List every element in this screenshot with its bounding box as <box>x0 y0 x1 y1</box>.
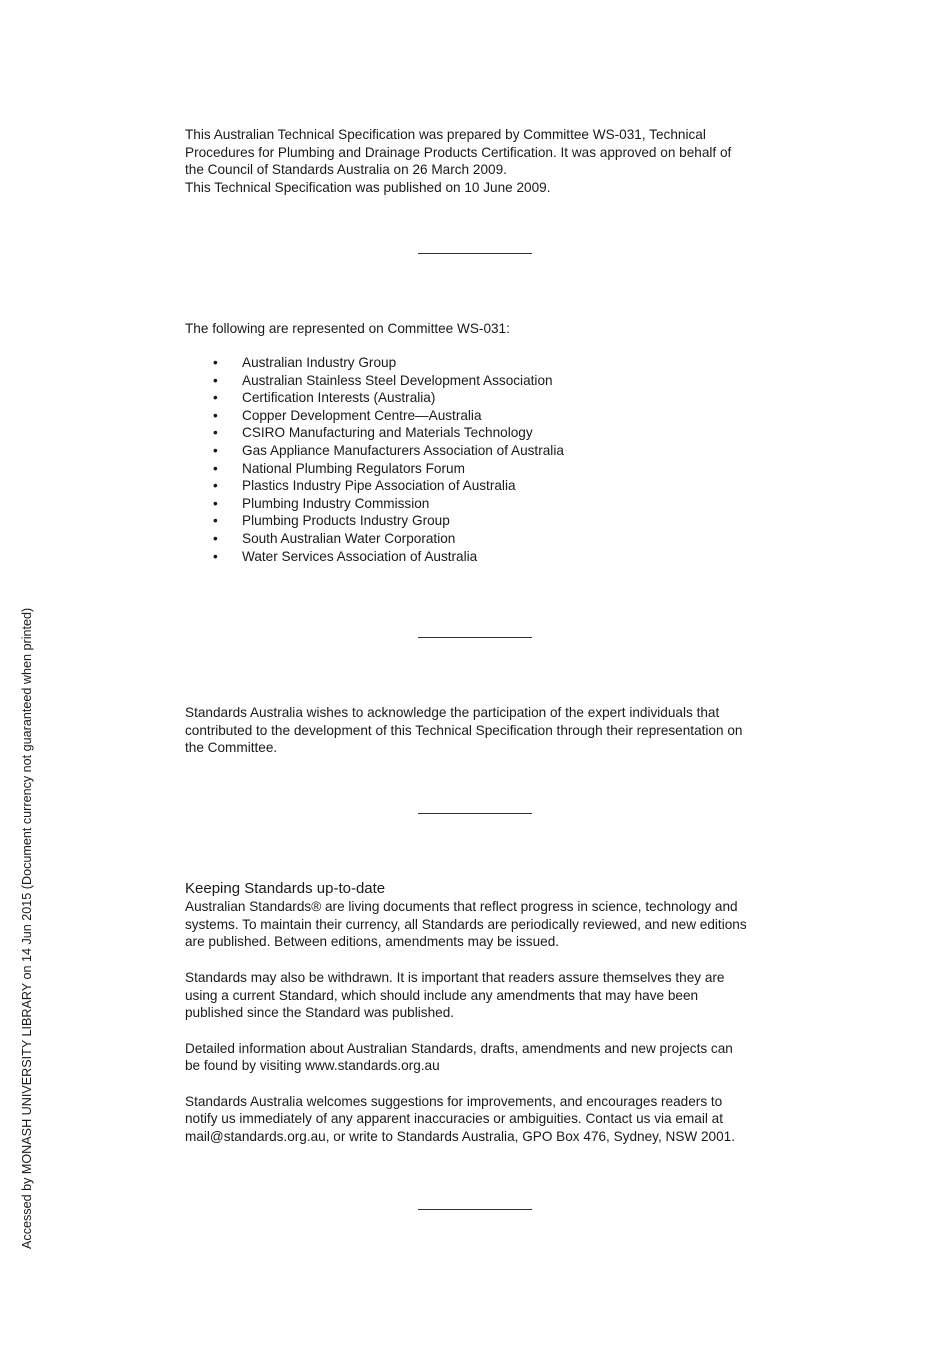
keeping-p1-line: are published. Between editions, amendments may be issued. <box>185 934 560 950</box>
keeping-p3-line: be found by visiting www.standards.org.au <box>185 1058 440 1074</box>
keeping-p4-line: mail@standards.org.au, or write to Standards Australia, GPO Box 476, Sydney, NSW 2001. <box>185 1129 736 1145</box>
keeping-p2-line: published since the Standard was published. <box>185 1005 455 1021</box>
preparation-paragraph <box>185 126 775 197</box>
keeping-p2-line: using a current Standard, which should include any amendments that may have been <box>185 987 699 1003</box>
keeping-paragraph-3 <box>185 1040 775 1075</box>
keeping-paragraph-2 <box>185 969 775 1022</box>
keeping-p2-line: Standards may also be withdrawn. It is important that readers assure themselves they are <box>185 969 725 985</box>
keeping-p4-line: Standards Australia welcomes suggestions for improvements, and encourages readers to <box>185 1093 723 1109</box>
committee-member: • Plumbing Products Industry Group <box>185 512 775 530</box>
committee-member: • South Australian Water Corporation <box>185 530 775 548</box>
committee-member: • Copper Development Centre—Australia <box>185 407 775 425</box>
committee-member-list <box>185 354 775 565</box>
section-divider-4 <box>418 1209 532 1210</box>
acknowledgement-paragraph <box>185 704 775 757</box>
keeping-p1-line: systems. To maintain their currency, all Standards are periodically reviewed, and new editions <box>185 916 747 932</box>
keeping-standards-section <box>185 880 775 1146</box>
acknowledgement-line-2: contributed to the development of this Technical Specification through their representation on <box>185 722 743 738</box>
committee-member: • Water Services Association of Australia <box>185 548 775 566</box>
keeping-paragraph-1 <box>185 898 775 951</box>
preparation-line-3: the Council of Standards Australia on 26 March 2009. <box>185 162 507 178</box>
committee-member: • Australian Stainless Steel Development Association <box>185 372 775 390</box>
keeping-p4-line: notify us immediately of any apparent inaccuracies or ambiguities. Contact us via email at <box>185 1111 723 1127</box>
acknowledgement-line-3: the Committee. <box>185 740 278 756</box>
preparation-line-2: Procedures for Plumbing and Drainage Products Certification. It was approved on behalf of <box>185 144 732 160</box>
committee-member: • CSIRO Manufacturing and Materials Technology <box>185 424 775 442</box>
keeping-standards-heading: Keeping Standards up-to-date <box>185 880 386 897</box>
preparation-line-4: This Technical Specification was published on 10 June 2009. <box>185 180 551 196</box>
committee-member: • Gas Appliance Manufacturers Association of Australia <box>185 442 775 460</box>
committee-intro <box>185 320 775 338</box>
committee-intro-text: The following are represented on Committee WS-031: <box>185 321 510 336</box>
section-divider-2 <box>418 637 532 638</box>
preparation-line-1: This Australian Technical Specification was prepared by Committee WS-031, Technical <box>185 127 706 142</box>
acknowledgement-line-1: Standards Australia wishes to acknowledge the participation of the expert individuals that <box>185 705 720 720</box>
keeping-paragraph-4 <box>185 1093 775 1146</box>
committee-member: • Certification Interests (Australia) <box>185 389 775 407</box>
committee-member: • National Plumbing Regulators Forum <box>185 460 775 478</box>
committee-members <box>185 354 775 565</box>
committee-member: • Australian Industry Group <box>185 354 775 372</box>
section-divider-3 <box>418 813 532 814</box>
keeping-p3-line: Detailed information about Australian Standards, drafts, amendments and new projects can <box>185 1040 733 1056</box>
committee-member: • Plumbing Industry Commission <box>185 495 775 513</box>
section-divider-1 <box>418 253 532 254</box>
keeping-p1-line: Australian Standards® are living documents that reflect progress in science, technology and <box>185 899 738 914</box>
access-watermark: Accessed by MONASH UNIVERSITY LIBRARY on 14 Jun 2015 (Document currency not guaranteed when printed) <box>20 607 34 1249</box>
committee-member: • Plastics Industry Pipe Association of Australia <box>185 477 775 495</box>
